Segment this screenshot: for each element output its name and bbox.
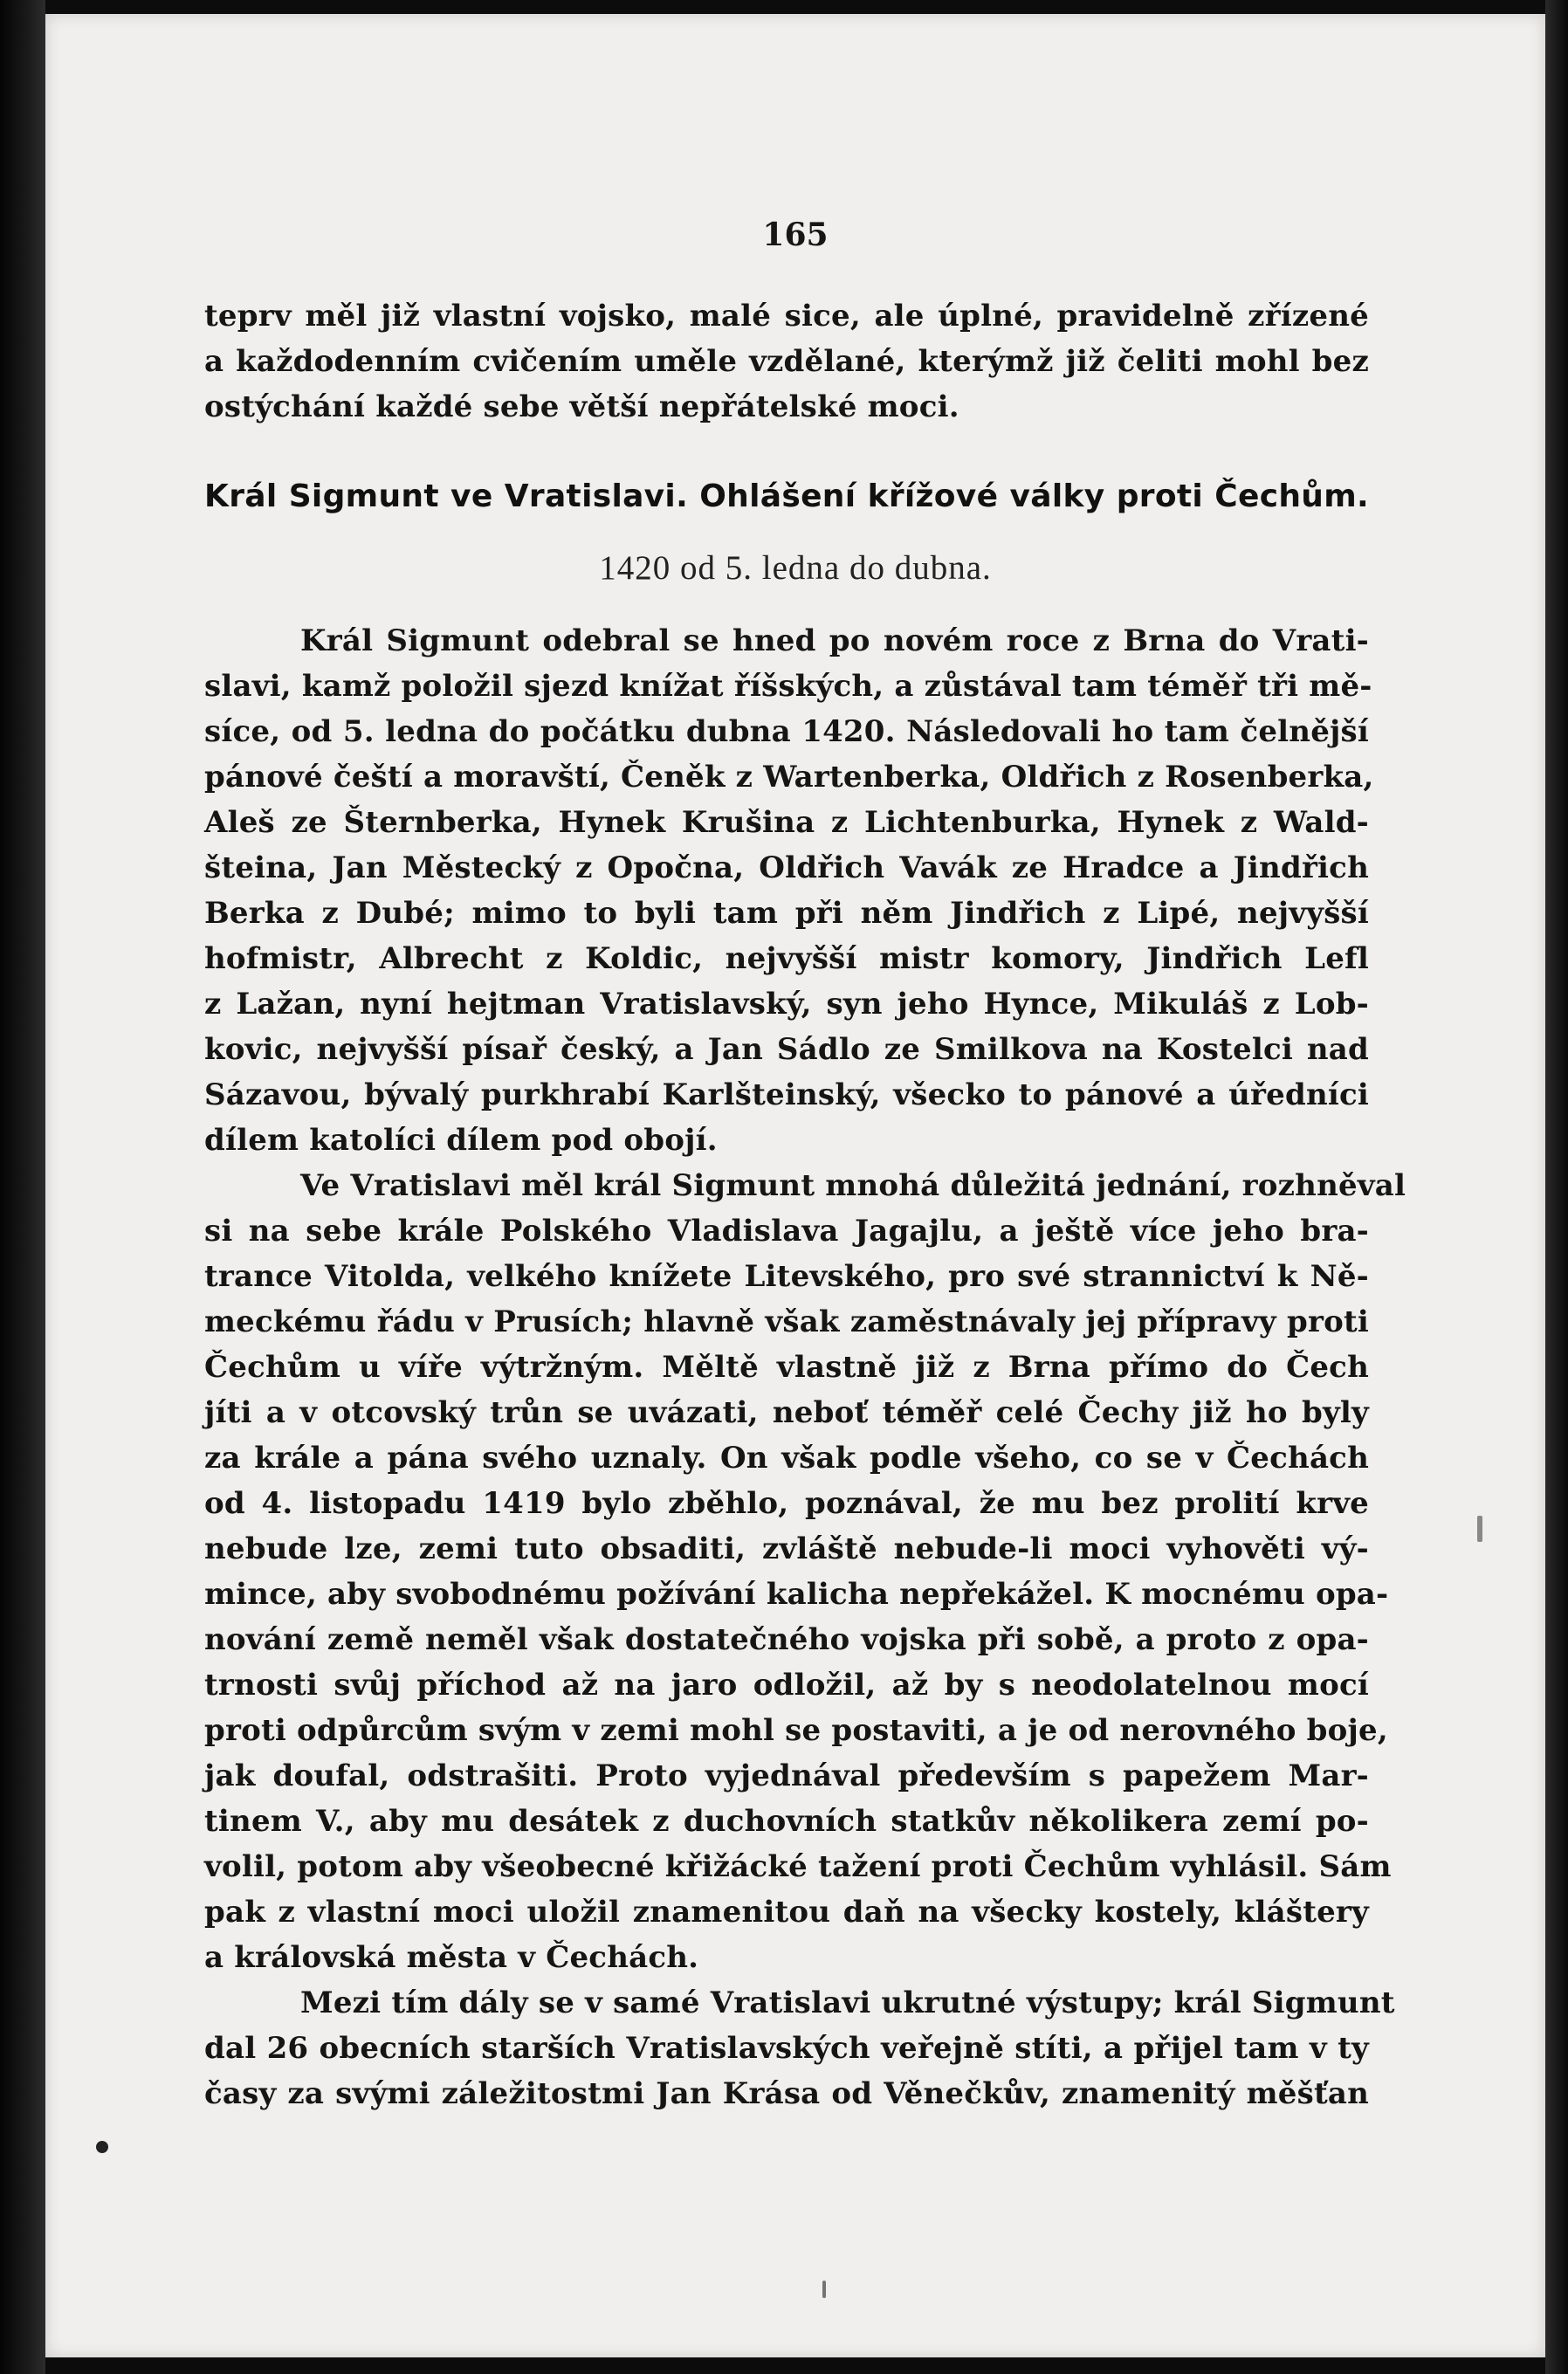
section-heading: Král Sigmunt ve Vratislavi. Ohlášení křížové války proti Čechům. <box>204 478 1369 514</box>
text-line: Ve Vratislavi měl král Sigmunt mnohá důležitá jednání, rozhněval <box>300 1168 1406 1203</box>
text-line: ostýchání každé sebe větší nepřátelské moci. <box>204 389 959 424</box>
text-line: šteina, Jan Městecký z Opočna, Oldřich Vavák ze Hradce a Jindřich <box>204 850 1369 885</box>
text-line: od 4. listopadu 1419 bylo zběhlo, poznával, že mu bez prolití krve <box>204 1486 1369 1521</box>
text-line: trance Vitolda, velkého knížete Litevského, pro své strannictví k Ně- <box>204 1259 1369 1294</box>
text-line: jak doufal, odstrašiti. Proto vyjednával především s papežem Mar- <box>204 1758 1369 1793</box>
text-line: Berka z Dubé; mimo to byli tam při něm Jindřich z Lipé, nejvyšší <box>204 896 1369 931</box>
continuation-text <box>204 293 1369 430</box>
text-line: proti odpůrcům svým v zemi mohl se postaviti, a je od nerovného boje, <box>204 1713 1388 1748</box>
text-line: jíti a v otcovský trůn se uvázati, neboť téměř celé Čechy již ho byly <box>204 1395 1369 1430</box>
text-line: kovic, nejvyšší písař český, a Jan Sádlo ze Smilkova na Kostelci nad <box>204 1032 1369 1067</box>
text-line: Mezi tím dály se v samé Vratislavi ukrutné výstupy; král Sigmunt <box>300 1985 1395 2020</box>
text-line: si na sebe krále Polského Vladislava Jagajlu, a ještě více jeho bra- <box>204 1214 1369 1249</box>
scan-border-right <box>1545 0 1568 2374</box>
text-line: Sázavou, bývalý purkhrabí Karlšteinský, všecko to pánové a úředníci <box>204 1077 1369 1112</box>
text-line: Aleš ze Šternberka, Hynek Krušina z Lichtenburka, Hynek z Wald- <box>204 805 1369 840</box>
text-line: pak z vlastní moci uložil znamenitou daň na všecky kostely, kláštery <box>204 1895 1369 1930</box>
text-line: volil, potom aby všeobecné křižácké tažení proti Čechům vyhlásil. Sám <box>204 1849 1392 1884</box>
text-line: trnosti svůj příchod až na jaro odložil, až by s neodolatelnou mocí <box>204 1668 1369 1703</box>
text-line: mince, aby svobodnému požívání kalicha nepřekážel. K mocnému opa- <box>204 1577 1389 1612</box>
date-subheading: 1420 od 5. ledna do dubna. <box>599 549 992 587</box>
text-line: a každodenním cvičením uměle vzdělané, kterýmž již čeliti mohl bez <box>204 344 1369 379</box>
text-line: Čechům u víře výtržným. Měltě vlastně již z Brna přímo do Čech <box>204 1350 1369 1385</box>
paragraph-3 <box>204 1980 1395 2116</box>
text-line: nebude lze, zemi tuto obsaditi, zvláště nebude-li moci vyhověti vý- <box>204 1531 1369 1566</box>
text-line: a královská města v Čechách. <box>204 1940 699 1975</box>
text-line: meckému řádu v Prusích; hlavně však zaměstnávaly jej přípravy proti <box>204 1304 1369 1339</box>
paragraph-1 <box>204 618 1374 1163</box>
text-line: časy za svými záležitostmi Jan Krása od Věnečkův, znamenitý měšťan <box>204 2076 1369 2111</box>
page-number: 165 <box>762 217 829 253</box>
text-line: teprv měl již vlastní vojsko, malé sice, ale úplné, pravidelně zřízené <box>204 299 1369 334</box>
text-line: tinem V., aby mu desátek z duchovních statkův několikera zemí po- <box>204 1804 1369 1839</box>
text-line: síce, od 5. ledna do počátku dubna 1420. Následovali ho tam čelnější <box>204 714 1369 749</box>
text-line: nování země neměl však dostatečného vojska při sobě, a proto z opa- <box>204 1622 1369 1657</box>
text-line: pánové čeští a moravští, Čeněk z Wartenberka, Oldřich z Rosenberka, <box>204 760 1374 795</box>
book-page <box>45 14 1545 2357</box>
text-line: dal 26 obecních starších Vratislavských veřejně stíti, a přijel tam v ty <box>204 2031 1369 2066</box>
scan-border-left <box>0 0 45 2374</box>
scan-speck <box>822 2281 826 2298</box>
text-line: slavi, kamž položil sjezd knížat říšských, a zůstával tam téměř tři mě- <box>204 669 1372 704</box>
paragraph-2 <box>204 1163 1406 1980</box>
scan-speck <box>1477 1516 1482 1542</box>
text-line: za krále a pána svého uznaly. On však podle všeho, co se v Čechách <box>204 1441 1369 1476</box>
text-line: z Lažan, nyní hejtman Vratislavský, syn jeho Hynce, Mikuláš z Lob- <box>204 987 1369 1022</box>
text-line: hofmistr, Albrecht z Koldic, nejvyšší mistr komory, Jindřich Lefl <box>204 941 1369 976</box>
scan-speck <box>96 2141 108 2153</box>
text-line: Král Sigmunt odebral se hned po novém roce z Brna do Vrati- <box>300 623 1369 658</box>
text-line: dílem katolíci dílem pod obojí. <box>204 1123 718 1158</box>
